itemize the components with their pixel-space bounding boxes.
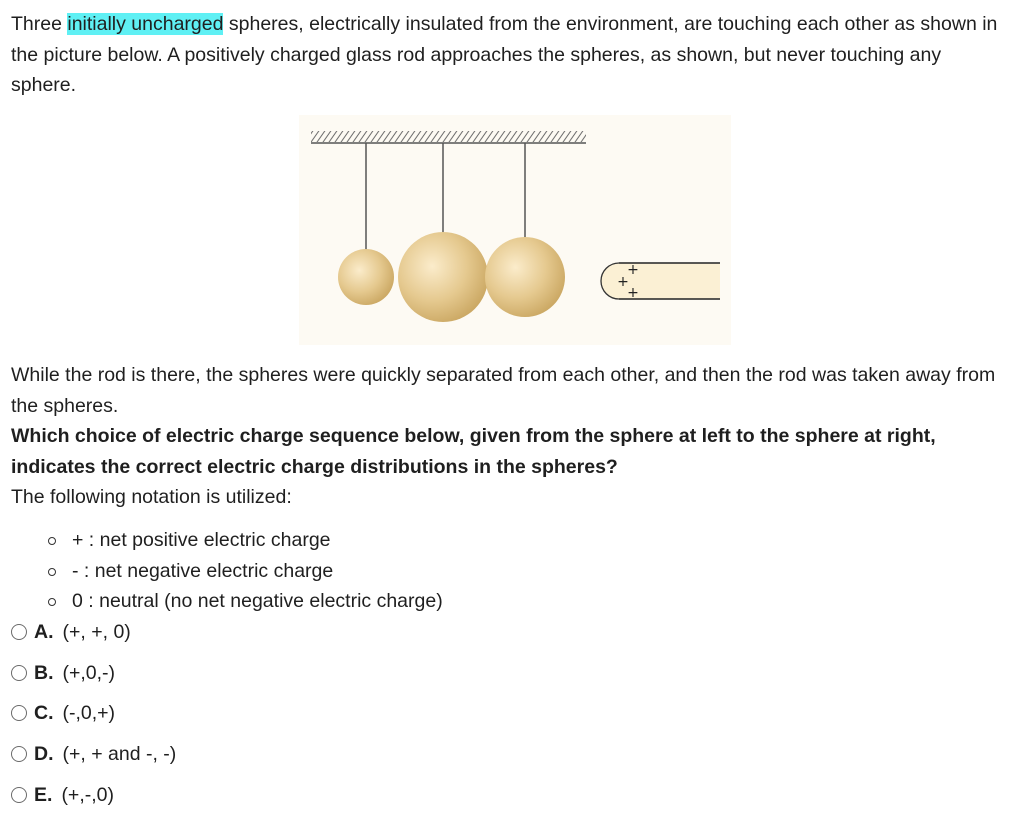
rod-charge: +	[617, 274, 629, 290]
option-b[interactable]	[11, 658, 115, 688]
sphere-middle	[398, 232, 488, 322]
circle-bullet-icon	[48, 568, 56, 576]
intro-lead: Three	[11, 13, 68, 35]
separation-text: While the rod is there, the spheres were quickly separated from each other, and then the rod was taken away from the spheres.	[11, 364, 996, 417]
question-body	[11, 360, 1011, 513]
option-letter: A.	[34, 620, 54, 643]
circle-bullet-icon	[48, 598, 56, 606]
sphere-right	[485, 237, 565, 317]
option-letter: D.	[34, 742, 54, 765]
option-text: (-,0,+)	[62, 701, 116, 724]
option-a[interactable]	[11, 617, 131, 647]
notation-item	[48, 525, 443, 556]
radio-button[interactable]	[11, 787, 27, 803]
notation-intro: The following notation is utilized:	[11, 486, 292, 508]
notation-text: + : net positive electric charge	[72, 529, 331, 551]
option-d[interactable]	[11, 739, 176, 769]
radio-button[interactable]	[11, 746, 27, 762]
notation-text: - : net negative electric charge	[72, 559, 334, 582]
option-text: (+, + and -, -)	[62, 742, 177, 765]
intro-tail: spheres, electrically insulated from the environment, are touching each other as shown in the picture below. A positively charged glass rod approaches the spheres, as shown, but never touching any sphere.	[11, 13, 998, 96]
ceiling-hatch	[311, 131, 586, 142]
option-c[interactable]	[11, 698, 115, 728]
rod-charge: +	[627, 262, 639, 278]
spheres-figure	[299, 115, 731, 345]
sphere-left	[338, 249, 394, 305]
highlighted-text: initially uncharged	[67, 13, 224, 35]
option-letter: B.	[34, 661, 54, 684]
option-text: (+, +, 0)	[62, 620, 131, 643]
radio-button[interactable]	[11, 705, 27, 721]
option-text: (+,-,0)	[61, 783, 114, 806]
notation-item	[48, 586, 443, 617]
question-prompt: Which choice of electric charge sequence below, given from the sphere at left to the sphere at right, indicates the correct electric charge distributions in the spheres?	[11, 425, 936, 478]
radio-button[interactable]	[11, 665, 27, 681]
option-text: (+,0,-)	[62, 661, 116, 684]
notation-item	[48, 556, 443, 587]
rod-charge: +	[627, 285, 639, 301]
circle-bullet-icon	[48, 537, 56, 545]
option-e[interactable]	[11, 780, 114, 810]
option-letter: C.	[34, 701, 54, 724]
question-intro	[11, 9, 1011, 101]
notation-list	[48, 525, 443, 617]
notation-text: 0 : neutral (no net negative electric charge)	[72, 590, 443, 612]
option-letter: E.	[34, 783, 53, 806]
radio-button[interactable]	[11, 624, 27, 640]
